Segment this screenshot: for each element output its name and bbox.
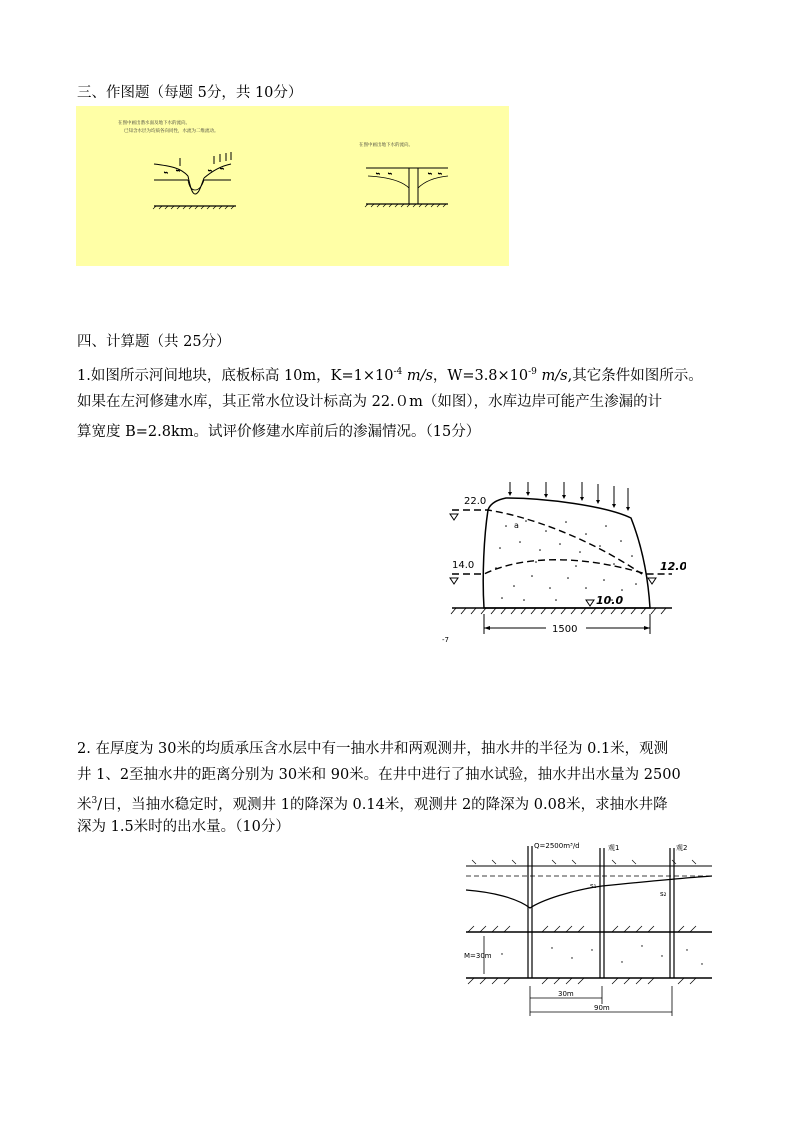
fig1-caption-line1: 在图中画出潜水面及地下水的流向。 [118, 121, 190, 126]
q1-figure-svg [436, 476, 686, 646]
q2-line4: 深为 1.5米时的出水量。（10分） [77, 819, 290, 835]
q2-fig-label-m: M=30m [464, 952, 492, 960]
q1-fig-label-1500: 1500 [552, 624, 578, 635]
q1-fig-label-a: a [514, 521, 519, 530]
svg-text:∽: ∽ [438, 172, 442, 177]
q2-line3a: 米 [77, 796, 92, 813]
q2-figure [462, 838, 714, 1018]
q2-fig-label-obs1: 观1 [608, 844, 620, 852]
svg-text:∽: ∽ [376, 172, 380, 177]
q1-text-b: ，W=3.8×10 [432, 367, 529, 384]
q2-fig-label-obs2: 观2 [676, 844, 688, 852]
q2-fig-label-s1: s₁ [590, 882, 597, 890]
drawing-panel-svg [76, 106, 509, 266]
svg-text:∽: ∽ [388, 172, 392, 177]
q2-line3b: /日，当抽水稳定时，观测井 1的降深为 0.14米，观测井 2的降深为 0.08米，求抽水井降 [97, 796, 668, 813]
q1-text-a: 1.如图所示河间地块，底板标高 10m，K=1×10 [77, 367, 394, 384]
q2-line3-sup: 3 [91, 796, 98, 806]
section4-heading: 四、计算题（共 25分） [77, 334, 231, 350]
q1-fig-label-14: 14.0 [452, 560, 475, 571]
q1-fig-label-22: 22.0 [464, 496, 487, 507]
q1-text-c: ,其它条件如图所示。 [567, 367, 703, 384]
q2-fig-label-30: 30m [558, 990, 574, 998]
q1-line1 [77, 358, 703, 391]
fig1-drawing [154, 152, 236, 206]
fig1-caption-line2: 已知含水层为均质各向同性，水流为二维流动。 [124, 129, 219, 134]
svg-text:∽: ∽ [220, 167, 224, 172]
q1-fig-label-10: 10.0 [596, 594, 624, 607]
svg-text:∽: ∽ [208, 169, 212, 174]
drawing-panel [76, 106, 509, 266]
q2-fig-label-90: 90m [594, 1004, 610, 1012]
q2-fig-label-well: Q=2500m³/d [534, 842, 580, 850]
fig2-caption: 在图中画出地下水的流向。 [359, 143, 413, 148]
q2-figure-svg [462, 838, 714, 1018]
q1-unit-k: m/s [402, 367, 433, 384]
q2-line2: 井 1、2至抽水井的距离分别为 30米和 90米。在井中进行了抽水试验，抽水井出水量为 2500 [77, 767, 681, 783]
svg-text:∽: ∽ [428, 172, 432, 177]
q1-line3: 算宽度 B=2.8km。试评价修建水库前后的渗漏情况。（15分） [77, 424, 481, 440]
q1-figure [436, 476, 686, 646]
q1-fig-label-corner: -7 [442, 636, 449, 644]
svg-text:∽: ∽ [176, 169, 180, 174]
q2-fig-label-s2: s₂ [660, 890, 667, 898]
q2-line1: 2. 在厚度为 30米的均质承压含水层中有一抽水井和两观测井，抽水井的半径为 0.1米，观测 [77, 741, 669, 757]
q1-exp-w: -9 [528, 367, 537, 377]
fig2-drawing [366, 168, 448, 204]
q1-fig-label-12: 12.0 [660, 560, 686, 573]
section3-heading: 三、作图题（每题 5分，共 10分） [77, 85, 303, 101]
q1-exp-k: -4 [393, 367, 403, 377]
svg-text:∽: ∽ [164, 171, 168, 176]
q1-unit-w: m/s [536, 367, 568, 384]
q1-line2: 如果在左河修建水库，其正常水位设计标高为 22.０m（如图），水库边岸可能产生渗漏的计 [77, 394, 663, 410]
